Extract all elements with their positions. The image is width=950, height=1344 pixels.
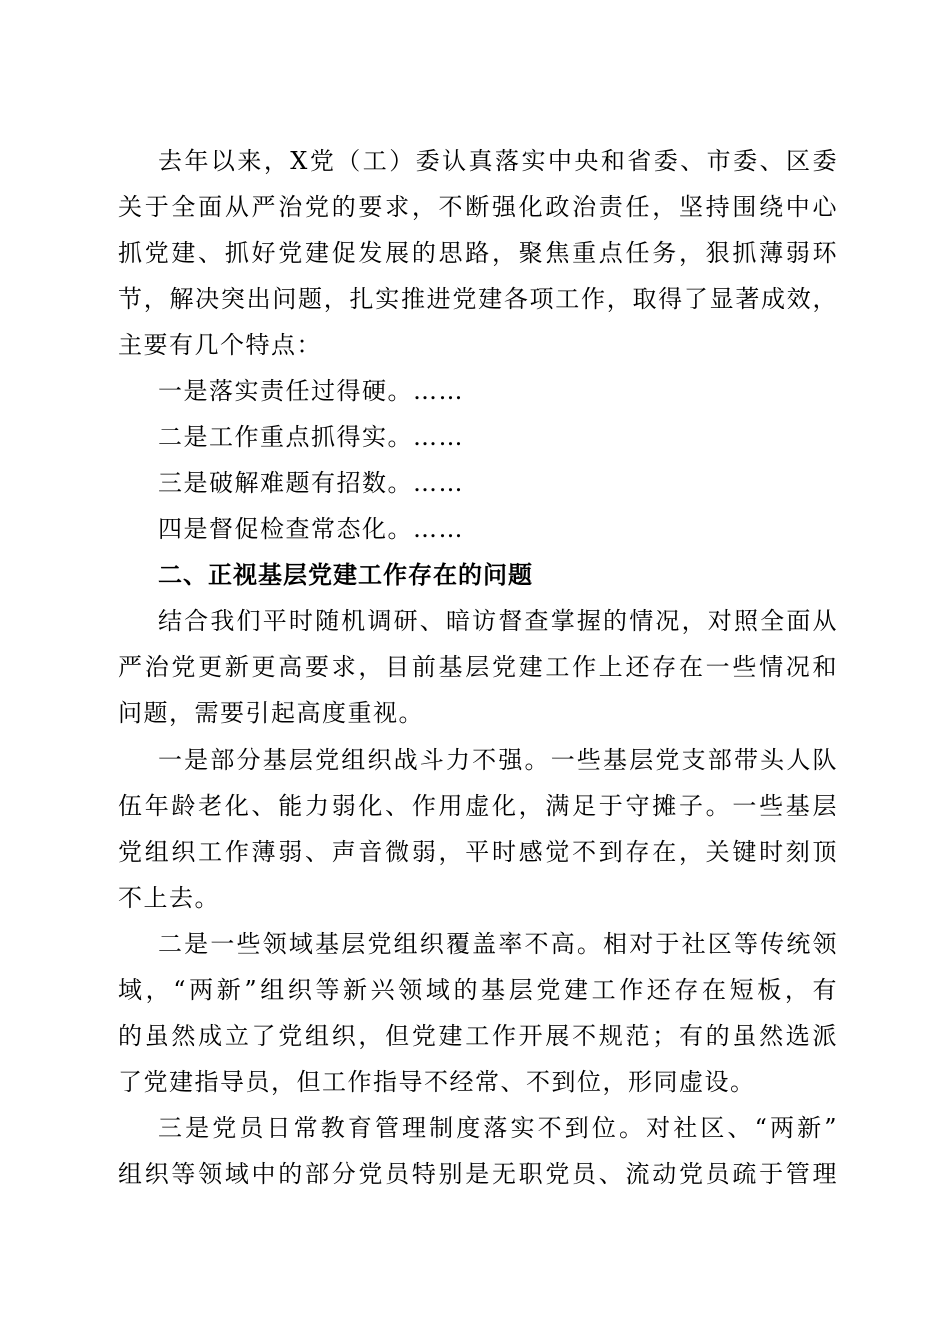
problem3-line-2: 组织等领域中的部分党员特别是无职党员、流动党员疏于管理 <box>118 1160 838 1188</box>
section-intro-line-1: 结合我们平时随机调研、暗访督查掌握的情况，对照全面从 <box>158 607 838 635</box>
intro-line-4: 节，解决突出问题，扎实推进党建各项工作，取得了显著成效， <box>118 285 838 313</box>
section-intro-line-3: 问题，需要引起高度重视。 <box>118 699 424 727</box>
problem1-line-4: 不上去。 <box>118 884 220 912</box>
problem1-line-3: 党组织工作薄弱、声音微弱，平时感觉不到存在，关键时刻顶 <box>118 838 838 866</box>
intro-line-5: 主要有几个特点： <box>118 331 322 359</box>
problem2-line-2: 域，“两新”组织等新兴领域的基层党建工作还存在短板，有 <box>118 976 838 1004</box>
problem2-line-1: 二是一些领域基层党组织覆盖率不高。相对于社区等传统领 <box>158 930 838 958</box>
section-intro-line-2: 严治党更新更高要求，目前基层党建工作上还存在一些情况和 <box>118 653 838 681</box>
problem3-line-1: 三是党员日常教育管理制度落实不到位。对社区、“两新” <box>158 1114 838 1142</box>
problem1-line-2: 伍年龄老化、能力弱化、作用虚化，满足于守摊子。一些基层 <box>118 792 838 820</box>
problem1-line-1: 一是部分基层党组织战斗力不强。一些基层党支部带头人队 <box>158 746 838 774</box>
intro-line-3: 抓党建、抓好党建促发展的思路，聚焦重点任务，狠抓薄弱环 <box>118 239 838 267</box>
problem2-line-4: 了党建指导员，但工作指导不经常、不到位，形同虚设。 <box>118 1068 756 1096</box>
feature-item-2: 二是工作重点抓得实。…… <box>158 423 464 451</box>
intro-line-1: 去年以来，X党（工）委认真落实中央和省委、市委、区委 <box>158 147 838 175</box>
feature-item-4: 四是督促检查常态化。…… <box>158 515 464 543</box>
feature-item-3: 三是破解难题有招数。…… <box>158 469 464 497</box>
problem2-line-3: 的虽然成立了党组织，但党建工作开展不规范；有的虽然选派 <box>118 1022 838 1050</box>
section-heading: 二、正视基层党建工作存在的问题 <box>158 561 533 589</box>
feature-item-1: 一是落实责任过得硬。…… <box>158 377 464 405</box>
intro-line-2: 关于全面从严治党的要求，不断强化政治责任，坚持围绕中心 <box>118 193 838 221</box>
